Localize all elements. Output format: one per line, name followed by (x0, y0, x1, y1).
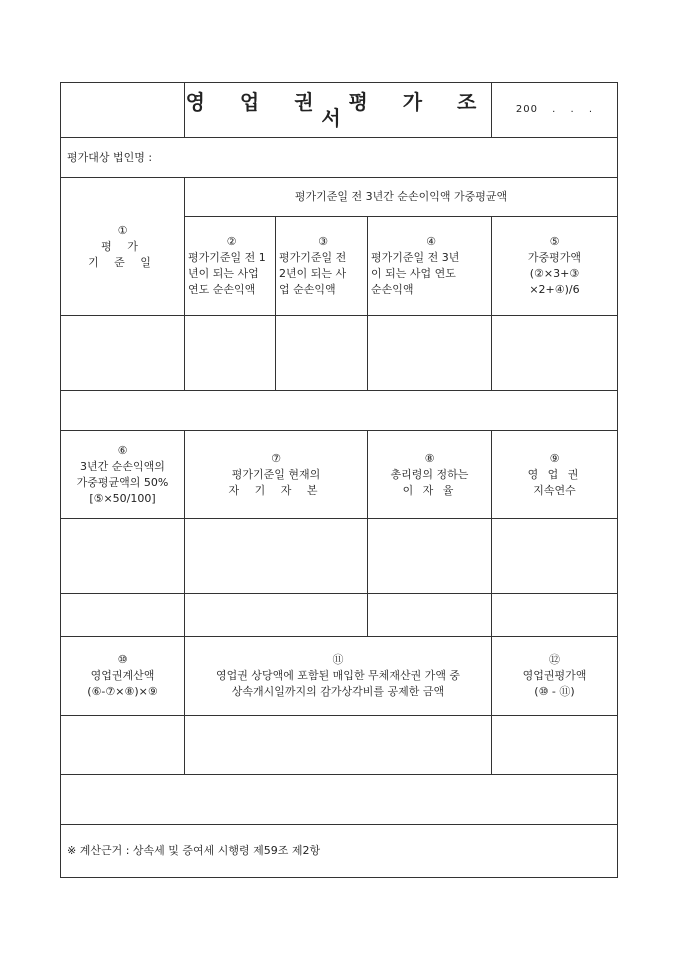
col10-goodwill-calc-header (60, 636, 185, 716)
circled-number-4: ④ (426, 235, 436, 248)
c4-line1: 평가기준일 전 3년 (371, 251, 460, 264)
row2b-col8-input[interactable] (367, 593, 492, 637)
row3-col12-input[interactable] (491, 715, 618, 775)
row2b-col6-input[interactable] (60, 593, 185, 637)
row3-col11-input[interactable] (184, 715, 492, 775)
c6-line2: 가중평균액의 50% (76, 475, 169, 489)
c7-line2: 자 기 자 본 (228, 483, 324, 497)
circled-number-2: ② (226, 235, 237, 248)
row1-col3-input[interactable] (275, 315, 368, 391)
c3-line1: 평가기준일 전 (279, 251, 347, 264)
c3-line3: 업 순손익액 (279, 283, 336, 296)
row2a-col9-input[interactable] (491, 518, 618, 594)
spacer-row-1 (60, 390, 618, 431)
c5-line1: 가중평가액 (527, 251, 582, 264)
c9-line2: 지속연수 (533, 483, 576, 497)
circled-number-6: ⑥ (117, 443, 128, 457)
col6-half-average-header (60, 430, 185, 519)
row2a-col6-input[interactable] (60, 518, 185, 594)
circled-number-10: ⑩ (117, 653, 128, 666)
c9-line1: 영 업 권 (527, 467, 582, 481)
row2b-col9-input[interactable] (491, 593, 618, 637)
c6-line3: [⑤×50/100] (89, 491, 156, 505)
c10-line1: 영업권계산액 (90, 669, 155, 682)
circled-number-12: ⑫ (549, 653, 560, 666)
spacer-row-2 (60, 774, 618, 825)
blank-corner-cell (60, 82, 185, 138)
col2-year1-header (184, 216, 276, 316)
row1-col4-input[interactable] (367, 315, 492, 391)
c12-line2: (⑩ - ⑪) (534, 685, 575, 698)
circled-number-8: ⑧ (424, 451, 435, 465)
c6-line1: 3년간 순손익액의 (80, 459, 165, 473)
circled-number-11: ⑪ (332, 653, 344, 666)
c2-line3: 연도 순손익액 (188, 283, 256, 296)
col5-weighted-value-header (491, 216, 618, 316)
c1-line1: 평 가 (101, 239, 144, 253)
col11-intangible-deduction-header (184, 636, 492, 716)
c10-line2: (⑥-⑦×⑧)×⑨ (87, 685, 158, 698)
circled-number-3: ③ (318, 235, 328, 248)
col4-year3-header (367, 216, 492, 316)
c5-line2: (②×3+③ (529, 267, 580, 280)
footnote: ※ 계산근거 : 상속세 및 증여세 시행령 제59조 제2항 (60, 824, 618, 878)
c4-line2: 이 되는 사업 연도 (371, 267, 456, 280)
c11-line2: 상속개시일까지의 감가상각비를 공제한 금액 (231, 685, 445, 698)
circled-number-9: ⑨ (549, 451, 560, 465)
circled-number-7: ⑦ (271, 451, 281, 465)
col9-duration-years-header (491, 430, 618, 519)
corporation-name-field[interactable] (60, 137, 618, 178)
date-field[interactable]: 200 . . . (491, 82, 618, 138)
row1-col2-input[interactable] (184, 315, 276, 391)
row2a-col7-input[interactable] (184, 518, 368, 594)
c3-line2: 2년이 되는 사 (279, 267, 347, 280)
col12-goodwill-value-header (491, 636, 618, 716)
row1-col5-input[interactable] (491, 315, 618, 391)
circled-number-1: ① (117, 223, 128, 237)
row2a-col8-input[interactable] (367, 518, 492, 594)
weighted-average-header: 평가기준일 전 3년간 순손이익액 가중평균액 (184, 177, 618, 217)
col1-evaluation-base-date-header (60, 177, 185, 316)
c1-line2: 기 준 일 (88, 255, 157, 269)
c8-line2: 이 자 율 (402, 483, 457, 497)
col7-equity-capital-header (184, 430, 368, 519)
col3-year2-header (275, 216, 368, 316)
corporation-name-label: 평가대상 법인명 : (67, 150, 153, 164)
row1-col1-input[interactable] (60, 315, 185, 391)
c2-line2: 년이 되는 사업 (188, 267, 259, 280)
c4-line3: 순손익액 (371, 283, 414, 296)
c12-line1: 영업권평가액 (522, 669, 587, 682)
c2-line1: 평가기준일 전 1 (188, 251, 266, 264)
c8-line1: 총리령의 정하는 (390, 467, 469, 481)
c11-line1: 영업권 상당액에 포함된 매입한 무체재산권 가액 중 (215, 669, 461, 682)
row3-col10-input[interactable] (60, 715, 185, 775)
col8-interest-rate-header (367, 430, 492, 519)
c5-line3: ×2+④)/6 (529, 283, 580, 296)
circled-number-5: ⑤ (549, 235, 560, 248)
c7-line1: 평가기준일 현재의 (231, 467, 321, 481)
row2b-col7-input[interactable] (184, 593, 368, 637)
valuation-form (60, 82, 618, 878)
form-title: 영 업 권 평 가 조 서 (184, 82, 492, 138)
